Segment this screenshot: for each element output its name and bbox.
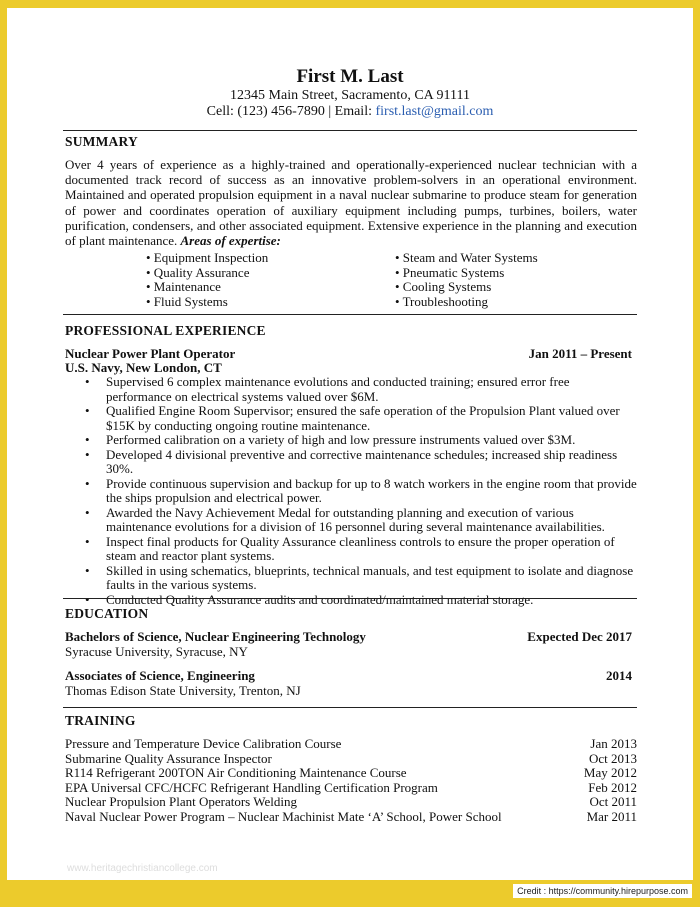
degree-2: Associates of Science, Engineering: [65, 668, 255, 683]
skill-item: • Equipment Inspection: [146, 250, 269, 265]
skill-item: • Troubleshooting: [395, 293, 489, 309]
watermark: www.heritagechristiancollege.com: [67, 863, 218, 874]
list-item: • Inspect final products for Quality Assurance cleanliness controls to ensure the proper operation of steam and reactor plant systems.: [65, 535, 637, 564]
training-row: [65, 809, 637, 824]
experience-bullets: [65, 375, 637, 607]
summary-heading: SUMMARY: [65, 134, 138, 149]
divider: [63, 707, 637, 708]
credit-badge: Credit : https://community.hirepurpose.com: [513, 884, 692, 898]
summary-paragraph: Over 4 years of experience as a highly-trained and operationally-experienced nuclear technician with a documented track record of success as an innovative problem-solvers in an operational environment. Maintained and operated propulsion equipment in a naval nuclear submarine to produce steam for generation of power and coordinates operation of auxiliary equipment including pumps, turbines, boilers, water purification, condensers, and other associated equipment. Extensive experience in the planning and execution of plant maintenance.: [65, 157, 637, 249]
course-date: May 2012: [583, 765, 637, 780]
course-name: R114 Refrigerant 200TON Air Conditioning Maintenance Course: [65, 765, 407, 780]
course-date: Oct 2013: [588, 750, 637, 766]
job-dates: Jan 2011 – Present: [528, 346, 632, 361]
contact-line: [7, 104, 693, 120]
school-2: Thomas Edison State University, Trenton, NJ: [65, 683, 301, 698]
degree-1-date: Expected Dec 2017: [527, 629, 632, 644]
skills-left: [146, 251, 268, 309]
course-name: Submarine Quality Assurance Inspector: [65, 750, 272, 766]
list-item: • Developed 4 divisional preventive and corrective maintenance schedules; increased ship readiness 30%.: [65, 448, 637, 477]
skill-item: • Cooling Systems: [395, 279, 492, 294]
course-date: Mar 2011: [586, 808, 637, 824]
skills-right: [395, 251, 538, 309]
skill-item: • Quality Assurance: [146, 264, 250, 280]
education-heading: EDUCATION: [65, 606, 149, 621]
degree-1: Bachelors of Science, Nuclear Engineering Technology: [65, 629, 366, 644]
address: 12345 Main Street, Sacramento, CA 91111: [230, 88, 470, 103]
list-item: • Qualified Engine Room Supervisor; ensured the safe operation of the Propulsion Plant valued over $15K by conducting ongoing routine maintenance.: [65, 404, 637, 433]
list-item: • Conducted Quality Assurance audits and coordinated/maintained material storage.: [65, 593, 637, 608]
divider: [63, 314, 637, 315]
resume-page: [7, 8, 693, 880]
list-item: • Skilled in using schematics, blueprints, technical manuals, and test equipment to isolate and diagnose faults in the various systems.: [65, 564, 637, 593]
summary-text: [65, 157, 637, 248]
degree-2-date: 2014: [606, 668, 632, 683]
list-item: • Provide continuous supervision and backup for up to 8 watch workers in the engine room that provide the ships propulsion and electrical power.: [65, 477, 637, 506]
skill-item: • Maintenance: [146, 279, 221, 294]
course-date: Feb 2012: [588, 779, 637, 795]
course-name: Pressure and Temperature Device Calibration Course: [65, 736, 342, 751]
training-row: [65, 751, 637, 766]
skill-item: • Pneumatic Systems: [395, 264, 505, 280]
job-org: U.S. Navy, New London, CT: [65, 360, 222, 375]
course-name: Nuclear Propulsion Plant Operators Welding: [65, 794, 297, 809]
list-item: • Performed calibration on a variety of high and low pressure instruments valued over $3M.: [65, 433, 637, 448]
training-row: [65, 780, 637, 795]
course-name: Naval Nuclear Power Program – Nuclear Machinist Mate ‘A’ School, Power School: [65, 808, 502, 824]
contact-prefix: Cell: (123) 456-7890 | Email:: [206, 104, 376, 119]
job-title: Nuclear Power Plant Operator: [65, 346, 236, 361]
course-date: Jan 2013: [590, 736, 637, 751]
experience-heading: PROFESSIONAL EXPERIENCE: [65, 323, 266, 338]
training-heading: TRAINING: [65, 713, 136, 728]
expertise-label: Areas of expertise:: [180, 233, 281, 249]
skill-item: • Fluid Systems: [146, 293, 228, 309]
training-row: [65, 765, 637, 780]
divider: [63, 598, 637, 599]
divider: [63, 130, 637, 131]
list-item: • Awarded the Navy Achievement Medal for outstanding planning and execution of various maintenance evolutions for a division of 16 personnel during several maintenance availabilities.: [65, 506, 637, 535]
course-date: Oct 2011: [589, 794, 637, 809]
course-name: EPA Universal CFC/HCFC Refrigerant Handling Certification Program: [65, 779, 438, 795]
skill-item: • Steam and Water Systems: [395, 250, 538, 265]
training-row: [65, 736, 637, 751]
school-1: Syracuse University, Syracuse, NY: [65, 644, 248, 659]
candidate-name: First M. Last: [296, 66, 404, 87]
email-link[interactable]: first.last@gmail.com: [375, 104, 494, 119]
training-row: [65, 794, 637, 809]
list-item: • Supervised 6 complex maintenance evolutions and conducted training; ensured error free performance on electrical systems valued over $6M.: [65, 375, 637, 404]
